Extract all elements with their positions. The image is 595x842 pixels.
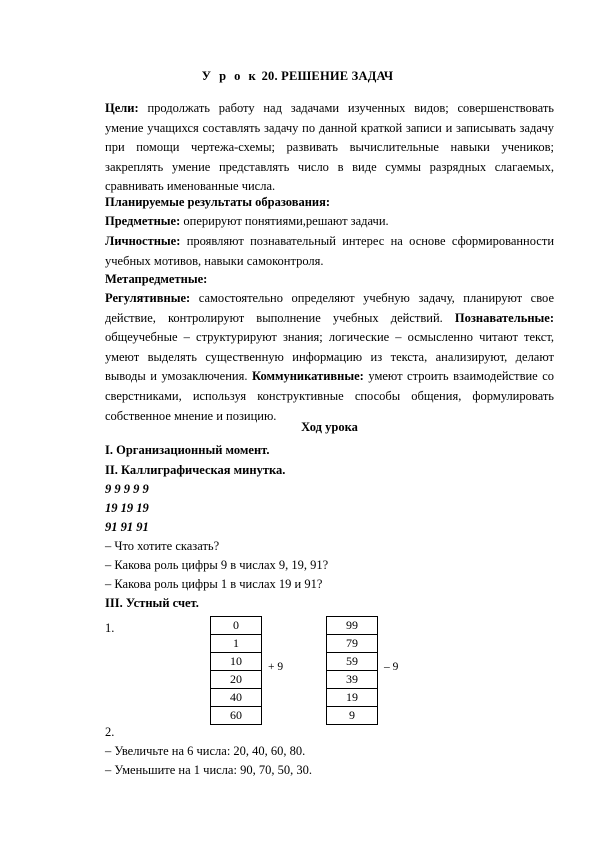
left-cell: 0 <box>211 617 262 635</box>
communicative-label: Коммуникативные: <box>252 369 364 384</box>
left-cell: 40 <box>211 689 262 707</box>
question-1: – Что хотите сказать? <box>105 539 220 553</box>
question-2: – Какова роль цифры 9 в числах 9, 19, 91? <box>105 558 329 572</box>
left-cell: 10 <box>211 653 262 671</box>
communicative-text: умеют строить взаимодействие со сверстниками, используя конструктивные способы общения, формулировать собственное мнение и позицию. <box>105 369 555 423</box>
right-cell: 9 <box>327 707 378 725</box>
goals-paragraph <box>105 99 554 197</box>
task-2-line-1: – Увеличьте на 6 числа: 20, 40, 60, 80. <box>105 744 306 758</box>
task-2-label: 2. <box>105 725 115 739</box>
goals-text: продолжать работу над задачами изученных видов; совершенствовать умение учащихся составлять задачу по данной краткой записи и записывать задачу при помощи чертежа-схемы; развивать вычислительные навыки учеников; закреплять умение представлять число в виде суммы разрядных слагаемых, сравнивать именованные числа. <box>105 101 555 194</box>
meta-paragraph <box>105 289 554 426</box>
personal-text: проявляют познавательный интерес на основе сформированности учебных мотивов, навыки самоконтроля. <box>105 234 555 268</box>
calligraphy-row-1: 9 9 9 9 9 <box>105 482 149 496</box>
lesson-heading: Ход урока <box>301 420 358 434</box>
meta-heading: Метапредметные: <box>105 272 208 286</box>
subject-text: оперируют понятиями,решают задачи. <box>183 214 389 228</box>
title-number: 20. <box>261 69 278 83</box>
personal-results <box>105 232 554 271</box>
right-cell: 59 <box>327 653 378 671</box>
calligraphy-row-2: 19 19 19 <box>105 501 149 515</box>
results-heading: Планируемые результаты образования: <box>105 195 331 209</box>
personal-label: Личностные: <box>105 234 181 248</box>
left-cell: 1 <box>211 635 262 653</box>
section-org-moment: I. Организационный момент. <box>105 443 270 457</box>
left-cell: 60 <box>211 707 262 725</box>
lesson-title <box>0 69 595 84</box>
regulative-label: Регулятивные: <box>105 291 191 305</box>
left-cell: 20 <box>211 671 262 689</box>
subject-results <box>105 212 554 232</box>
goals-label: Цели: <box>105 101 139 115</box>
left-operation: + 9 <box>268 661 284 673</box>
cognitive-text: общеучебные – структурируют знания; логические – осмысленно читают текст, умеют выделять существенную информацию из текста, анализируют, делают выводы и умозаключения. <box>105 330 554 384</box>
cognitive-label: Познавательные: <box>454 310 555 325</box>
task-1-label: 1. <box>105 621 115 635</box>
calligraphy-row-3: 91 91 91 <box>105 520 149 534</box>
section-calligraphy: II. Каллиграфическая минутка. <box>105 463 286 477</box>
title-name: РЕШЕНИЕ ЗАДАЧ <box>281 69 394 83</box>
right-number-column <box>326 616 378 725</box>
question-3: – Какова роль цифры 1 в числах 19 и 91? <box>105 577 323 591</box>
right-cell: 99 <box>327 617 378 635</box>
right-cell: 79 <box>327 635 378 653</box>
right-operation: – 9 <box>384 661 399 673</box>
task-2-line-2: – Уменьшите на 1 числа: 90, 70, 50, 30. <box>105 763 312 777</box>
subject-label: Предметные: <box>105 214 181 228</box>
left-number-column <box>210 616 262 725</box>
section-oral-counting: III. Устный счет. <box>105 596 199 610</box>
title-prefix: У р о к <box>201 69 259 83</box>
right-cell: 39 <box>327 671 378 689</box>
right-cell: 19 <box>327 689 378 707</box>
regulative-text: самостоятельно определяют учебную задачу, планируют свое действие, контролируют выполнение учебных действий. <box>105 291 554 325</box>
